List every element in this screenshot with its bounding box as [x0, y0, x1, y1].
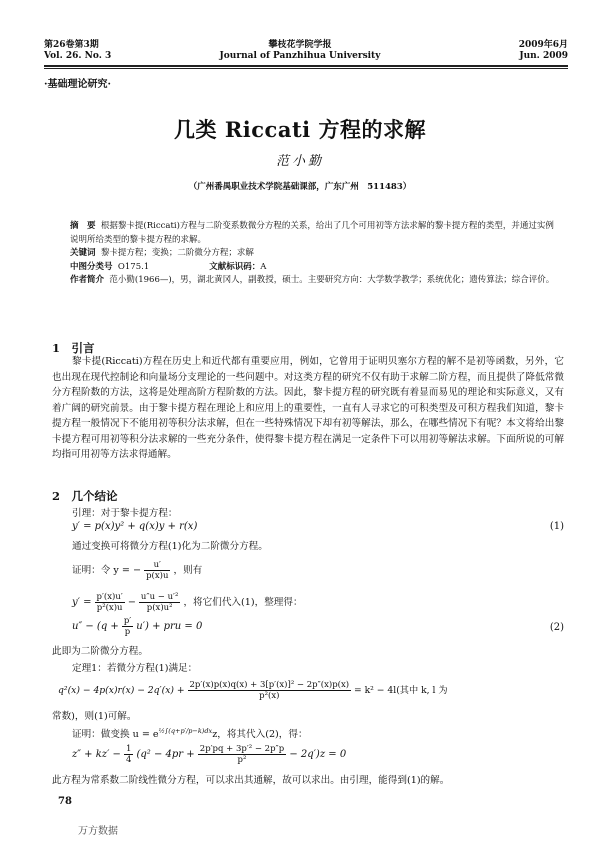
equation-3	[72, 744, 346, 765]
theorem-1-proof	[72, 726, 308, 740]
classification	[70, 261, 556, 275]
footer-watermark: 万方数据	[78, 826, 118, 837]
y-prime-f1-denominator: p²(x)u	[96, 603, 123, 613]
abstract-block	[70, 220, 556, 288]
keywords-label: 关键词	[70, 248, 96, 258]
y-prime-f2-denominator: p(x)u²	[146, 603, 173, 613]
header-rule-thin	[44, 68, 568, 69]
eq3-f2-numerator: 2p′pq + 3p′² − 2p″p	[199, 744, 285, 754]
eq3-right: (q² − 4pr +	[136, 749, 198, 760]
second-order-note: 此即为二阶微分方程。	[52, 646, 148, 657]
bio-label: 作者简介	[70, 275, 105, 285]
journal-en: Journal of Panzhihua University	[219, 51, 381, 61]
substitution-numerator: u′	[144, 560, 170, 571]
volume-en: Vol. 26. No. 3	[44, 51, 112, 61]
eq2-frac-numerator: p′	[123, 616, 132, 626]
equation-2	[72, 616, 202, 637]
eq3-end: − 2q′)z = 0	[286, 749, 347, 760]
clc-label: 中图分类号	[70, 261, 113, 272]
eq3-f2-denominator: p²	[237, 755, 247, 765]
keywords	[70, 247, 556, 261]
theorem-1-conclusion: 常数)，则(1)可解。	[52, 711, 137, 722]
eq2-frac-denominator: p	[124, 627, 131, 637]
y-prime-minus: −	[127, 597, 136, 608]
section-label: ·基础理论研究·	[44, 79, 111, 90]
condition-numerator: 2p′(x)p(x)q(x) + 3[p′(x)]² − 2p″(x)p(x)	[189, 680, 350, 690]
proof-suffix: ，则有	[173, 565, 203, 576]
eq2-right: u′) + pru = 0	[136, 621, 203, 632]
author-bio	[70, 274, 556, 288]
clc-code: O175.1	[117, 261, 150, 272]
abstract-label: 摘 要	[70, 221, 96, 231]
substitution-denominator: p(x)u	[146, 571, 169, 581]
eq3-f1-denominator: 4	[125, 755, 132, 765]
section-1-heading: 1 引言	[52, 341, 95, 355]
journal-cn: 攀枝花学院学报	[268, 40, 332, 50]
doc-code: A	[260, 261, 267, 272]
section-2-heading: 2 几个结论	[52, 489, 118, 503]
eq3-left: z″ + kz′ −	[72, 749, 121, 760]
date-en: Jun. 2009	[519, 51, 568, 61]
theorem-1: 定理1：若微分方程(1)满足：	[72, 663, 198, 674]
journal-name	[0, 40, 600, 62]
keywords-text: 黎卡提方程；变换；二阶微分方程；求解	[100, 248, 254, 258]
y-prime-f2-numerator: u″u − u′²	[140, 592, 179, 602]
condition-left: q²(x) − 4p(x)r(x) − 2q′(x) +	[58, 685, 185, 696]
y-prime-fraction-1	[95, 592, 125, 613]
equation-1-number: (1)	[549, 521, 564, 532]
date-cn: 2009年6月	[518, 40, 568, 50]
y-prime-suffix: ，将它们代入(1)，整理得：	[183, 597, 303, 608]
volume-cn: 第26卷第3期	[44, 40, 99, 50]
final-statement: 此方程为常系数二阶线性微分方程，可以求出其通解，故可以求出。由引理，能得到(1)的解。	[52, 775, 450, 786]
proof2-suffix: z，将其代入(2)，得：	[212, 729, 308, 740]
eq2-fraction	[122, 616, 133, 637]
header-rule	[44, 65, 568, 67]
proof2-prefix: 证明：做变换 u = e	[72, 729, 159, 740]
eq2-left: u″ − (q +	[72, 621, 119, 632]
equation-2-number: (2)	[549, 622, 564, 633]
doc-code-label: 文献标识码：	[209, 261, 261, 272]
condition-fraction	[188, 680, 352, 701]
abstract	[70, 220, 556, 247]
substitution-fraction	[144, 560, 170, 581]
issue-date	[519, 40, 568, 62]
proof2-exponent: ½∫(q+p′/p−k)dx	[158, 726, 213, 735]
eq3-f1-numerator: 1	[125, 744, 132, 754]
y-prime-fraction-2	[139, 592, 180, 613]
paper-title: 几类 Riccati 方程的求解	[174, 117, 426, 142]
y-prime-lhs: y′ =	[72, 597, 92, 608]
bio-text: 范小勤(1966—)，男，湖北黄冈人，副教授，硕士。主要研究方向：大学数学教学；系统优化；遗传算法；综合评价。	[109, 275, 555, 285]
equation-1: y′ = p(x)y² + q(x)y + r(x)	[72, 521, 198, 532]
proof-prefix: 证明：令 y = −	[72, 565, 142, 576]
transform-statement: 通过变换可将微分方程(1)化为二阶微分方程。	[72, 541, 268, 552]
y-prime-f1-numerator: p′(x)u′	[96, 592, 123, 602]
eq3-fraction-2	[198, 744, 286, 765]
y-prime-expansion	[72, 592, 303, 613]
lemma: 引理：对于黎卡提方程：	[72, 508, 178, 519]
proof-substitution	[72, 560, 202, 581]
condition-right: = k² − 4l(其中 k, l 为	[354, 685, 448, 696]
page-number: 78	[58, 796, 72, 807]
condition-denominator: p²(x)	[259, 691, 280, 701]
theorem-1-condition	[58, 680, 448, 701]
eq3-fraction-1	[124, 744, 133, 765]
abstract-text: 根据黎卡提(Riccati)方程与二阶变系数微分方程的关系，给出了几个可用初等方法求解的黎卡提方程的类型，并通过实例说明所给类型的黎卡提方程的求解。	[70, 221, 554, 245]
affiliation: （广州番禺职业技术学院基础课部，广东广州 511483）	[188, 182, 412, 192]
author-name: 范小勤	[275, 154, 324, 169]
introduction-paragraph: 黎卡提(Riccati)方程在历史上和近代都有重要应用，例如，它曾用于证明贝塞尔方程的解不是初等函数，另外，它也出现在现代控制论和向量场分支理论的一些问题中。对这类方程的研究不仅有助于求解二阶方程，而且提供了降低常微分方程阶数的方法，这将是处理高阶方程阶数的方法。因此，黎卡提方程的研究既有着显而易见的理论和实际意义，又有着广阔的研究前景。由于黎卡提方程在理论上和应用上的重要性，一直有人寻求它的可积类型及可积方程我们知道，黎卡提方程一般情况下不能用初等积分法求解，但在一些特殊情况下却有初等解法，那么，在哪些情况下有呢？本文将给出黎卡提方程可用初等积分法求解的一些充分条件，使得黎卡提方程在满足一定条件下可以用初等解法求解。下面所说的可解均指可用初等方法求得通解。	[52, 356, 564, 460]
